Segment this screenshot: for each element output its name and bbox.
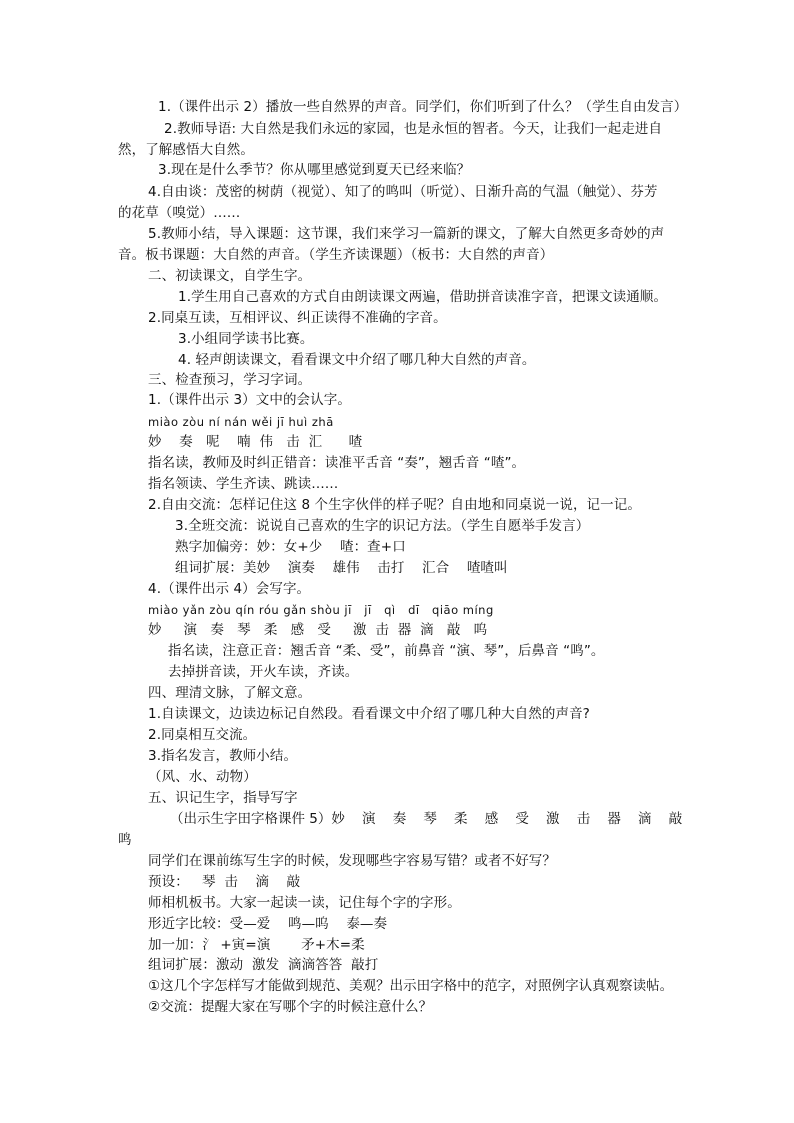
text-line-4: 3.现在是什么季节？你从哪里感觉到夏天已经来临？	[158, 162, 471, 178]
text-line-10: 1.学生用自己喜欢的方式自由朗读课文两遍，借助拼音读准字音，把课文读通顺。	[178, 289, 668, 305]
text-line-28: 去掉拼音读，开火车读，齐读。	[168, 664, 359, 680]
text-line-6: 的花草（嗅觉）……	[118, 205, 241, 221]
text-line-15: 1.（课件出示 3）文中的会认字。	[148, 392, 351, 408]
text-line-27: 指名读，注意正音：翘舌音 “柔、受”，前鼻音 “演、琴”，后鼻音 “鸣”。	[168, 643, 605, 659]
pinyin-line-1: miào zòu ní nán wěi jī huì zhā	[148, 415, 334, 429]
text-line-5: 4.自由谈：茂密的树荫（视觉）、知了的鸣叫（听觉）、日渐升高的气温（触觉）、芬芳	[148, 184, 658, 200]
text-line-8: 音。板书课题：大自然的声音。（学生齐读课题）（板书：大自然的声音）	[118, 247, 554, 263]
section-heading-4: 四、理清文脉，了解文意。	[148, 685, 312, 701]
text-line-1: 1.（课件出示 2）播放一些自然界的声音。同学们，你们听到了什么？（学生自由发言）	[158, 99, 688, 115]
text-line-3: 然，了解感悟大自然。	[118, 142, 254, 158]
text-line-12: 3.小组同学读书比赛。	[178, 331, 314, 347]
text-line-31: 2.同桌相互交流。	[148, 727, 257, 743]
text-line-32: 3.指名发言，教师小结。	[148, 748, 298, 764]
section-heading-2: 二、初读课文，自学生字。	[148, 268, 312, 284]
text-line-20: 2.自由交流：怎样记住这 8 个生字伙伴的样子呢？自由地和同桌说一说，记一记。	[148, 497, 641, 513]
character-line-1: 妙 奏 呢 喃 伟 击 汇 喳	[148, 434, 363, 450]
text-line-37: 同学们在课前练写生字的时候，发现哪些字容易写错？或者不好写？	[148, 853, 556, 869]
text-line-35: （出示生字田字格课件 5）妙 演 奏 琴 柔 感 受 激 击 器 滴 敲	[170, 811, 683, 827]
text-line-2: 2.教师导语: 大自然是我们永远的家园，也是永恒的智者。今天，让我们一起走进自	[164, 121, 663, 137]
text-line-38: 预设： 琴 击 滴 敲	[148, 874, 301, 890]
text-line-44: ②交流：提醒大家在写哪个字的时候注意什么？	[148, 999, 433, 1015]
text-line-18: 指名读，教师及时纠正错音：读准平舌音 “奏”，翘舌音 “喳”。	[148, 455, 526, 471]
text-line-22: 熟字加偏旁：妙：女+少 喳：查+口	[175, 539, 406, 555]
section-heading-5: 五、识记生字，指导写字	[148, 790, 298, 806]
text-line-13: 4. 轻声朗读课文，看看课文中介绍了哪几种大自然的声音。	[178, 352, 536, 368]
text-line-40: 形近字比较：受—爱 鸣—呜 泰—奏	[148, 916, 388, 932]
text-line-39: 师相机板书。大家一起读一读，记住每个字的字形。	[148, 895, 461, 911]
text-line-11: 2.同桌互读，互相评议、纠正读得不准确的字音。	[148, 310, 447, 326]
text-line-7: 5.教师小结，导入课题：这节课，我们来学习一篇新的课文，了解大自然更多奇妙的声	[148, 226, 665, 242]
text-line-43: ①这几个字怎样写才能做到规范、美观？出示田字格中的范字，对照例字认真观察读帖。	[148, 978, 674, 994]
pinyin-line-2: miào yǎn zòu qín róu gǎn shòu jī jī qì dī qiāo míng	[148, 603, 494, 617]
text-line-21: 3.全班交流：说说自己喜欢的生字的识记方法。（学生自愿举手发言）	[175, 518, 590, 534]
text-line-42: 组词扩展：激动 激发 滴滴答答 敲打	[148, 957, 379, 973]
text-line-36: 鸣	[118, 832, 132, 848]
text-line-24: 4.（课件出示 4）会写字。	[148, 581, 311, 597]
text-line-33: （风、水、动物）	[148, 769, 257, 785]
text-line-19: 指名领读、学生齐读、跳读……	[148, 476, 339, 492]
text-line-41: 加一加：氵 +寅=演 矛+木=柔	[148, 937, 365, 953]
character-line-2: 妙 演 奏 琴 柔 感 受 激 击 器 滴 敲 呜	[148, 622, 488, 638]
text-line-23: 组词扩展：美妙 演奏 雄伟 击打 汇合 喳喳叫	[175, 560, 508, 576]
section-heading-3: 三、检查预习，学习字词。	[148, 372, 312, 388]
text-line-30: 1.自读课文，边读边标记自然段。看看课文中介绍了哪几种大自然的声音?	[148, 706, 590, 722]
